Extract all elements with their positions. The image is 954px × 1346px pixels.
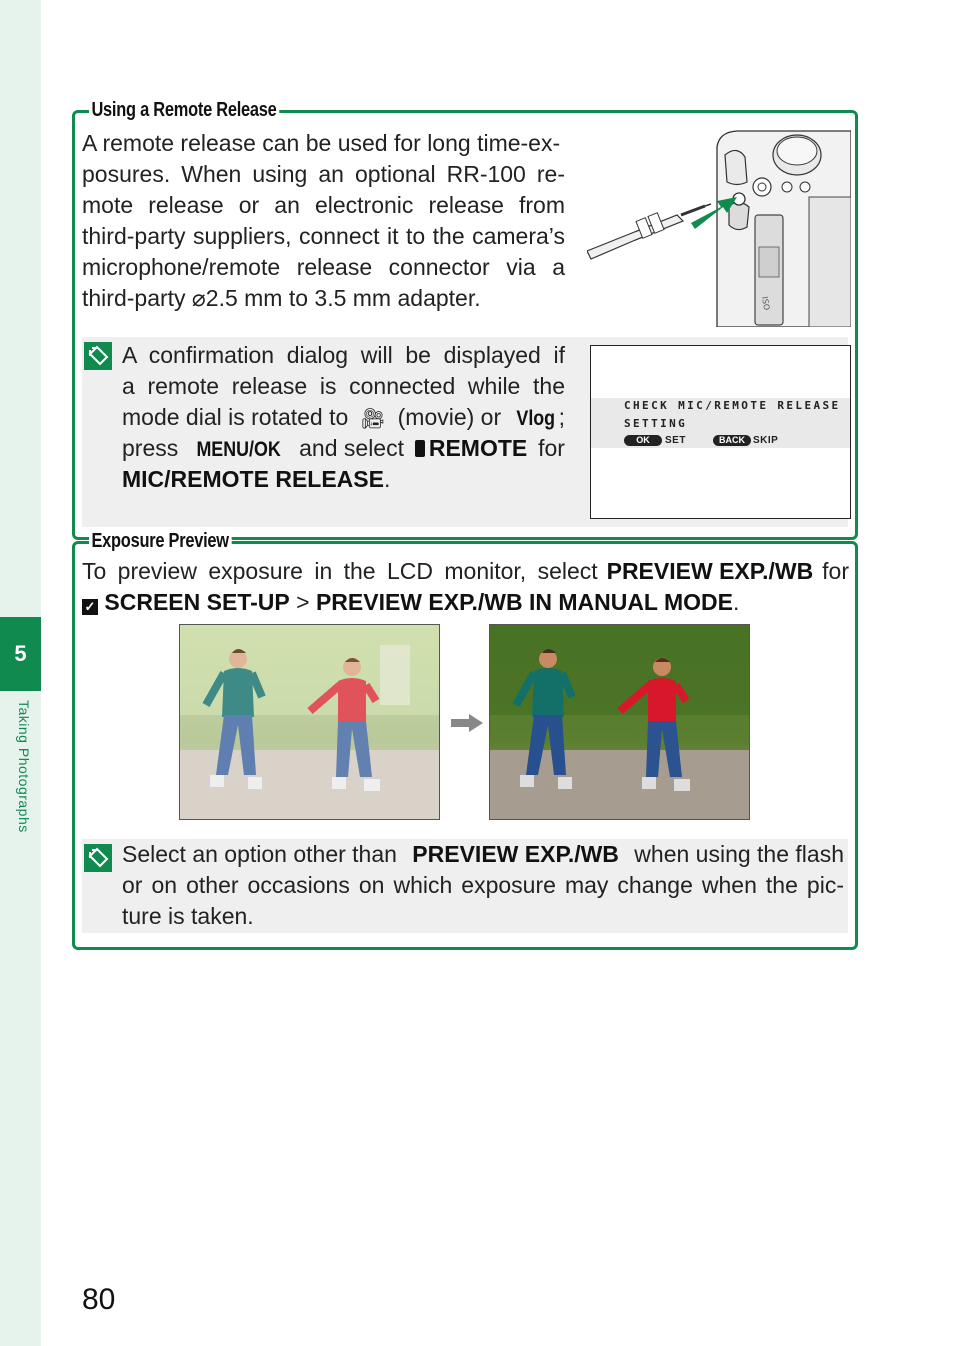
page-number: 80 [82, 1283, 116, 1316]
exposure-text-line2: ✓ SCREEN SET-UP > PREVIEW EXP./WB IN MANUAL MODE. [82, 587, 849, 618]
note-icon [84, 342, 112, 370]
ok-key-icon[interactable]: OK [624, 435, 662, 446]
chapter-label: Taking Photographs [16, 700, 32, 833]
back-key-icon[interactable]: BACK [713, 435, 751, 446]
note-line: MIC/REMOTE RELEASE. [122, 466, 391, 492]
exposure-preview-box [72, 530, 858, 950]
screen-setup-icon: ✓ [82, 599, 98, 615]
note-line: ture is taken. [122, 903, 254, 929]
note-line: press MENU/OK and select REMOTE for [122, 435, 565, 461]
arrow-right-icon [451, 714, 483, 732]
note-line: mode dial is rotated to 🎥︎ (movie) or Vlog ; [122, 402, 565, 435]
note-line: or on other occasions on which exposure may change when the pic- [122, 872, 844, 898]
note-line: A confirmation dialog will be displayed if [122, 342, 565, 368]
text-line: microphone/remote release connector via a [82, 254, 565, 280]
camera-remote-illustration [587, 127, 851, 327]
preview-off-photo [179, 624, 440, 820]
exposure-preview-title: Exposure Preview [89, 530, 231, 553]
text-line: A remote release can be used for long time-ex- [82, 130, 561, 156]
exposure-text-line1: To preview exposure in the LCD monitor, select PREVIEW EXP./WB for [82, 558, 849, 584]
connection-setting-icon [415, 440, 425, 457]
check-remote-dialog [590, 345, 851, 519]
remote-release-box [72, 99, 858, 540]
note-line: a remote release is connected while the [122, 373, 565, 399]
skip-label: SKIP [753, 435, 779, 446]
text-line: mote release or an electronic release from [82, 192, 565, 218]
flash-note [82, 839, 848, 933]
dialog-message-line1: CHECK MIC/REMOTE RELEASE [624, 399, 841, 412]
preview-on-photo [489, 624, 750, 820]
dialog-message-line2: SETTING [624, 417, 688, 430]
chapter-number-tab: 5 [0, 617, 41, 691]
text-line: posures. When using an optional RR-100 re- [82, 161, 565, 187]
remote-release-title: Using a Remote Release [89, 99, 279, 122]
text-line: third-party ⌀2.5 mm to 3.5 mm adapter. [82, 285, 481, 311]
text-line: third-party suppliers, connect it to the camera’s [82, 223, 565, 249]
set-label: SET [665, 435, 686, 446]
note-line: Select an option other than PREVIEW EXP./WB when using the flash [122, 841, 844, 867]
movie-icon: 🎥︎ [360, 408, 386, 430]
svg-text:ISO: ISO [760, 295, 772, 311]
note-icon [84, 844, 112, 872]
